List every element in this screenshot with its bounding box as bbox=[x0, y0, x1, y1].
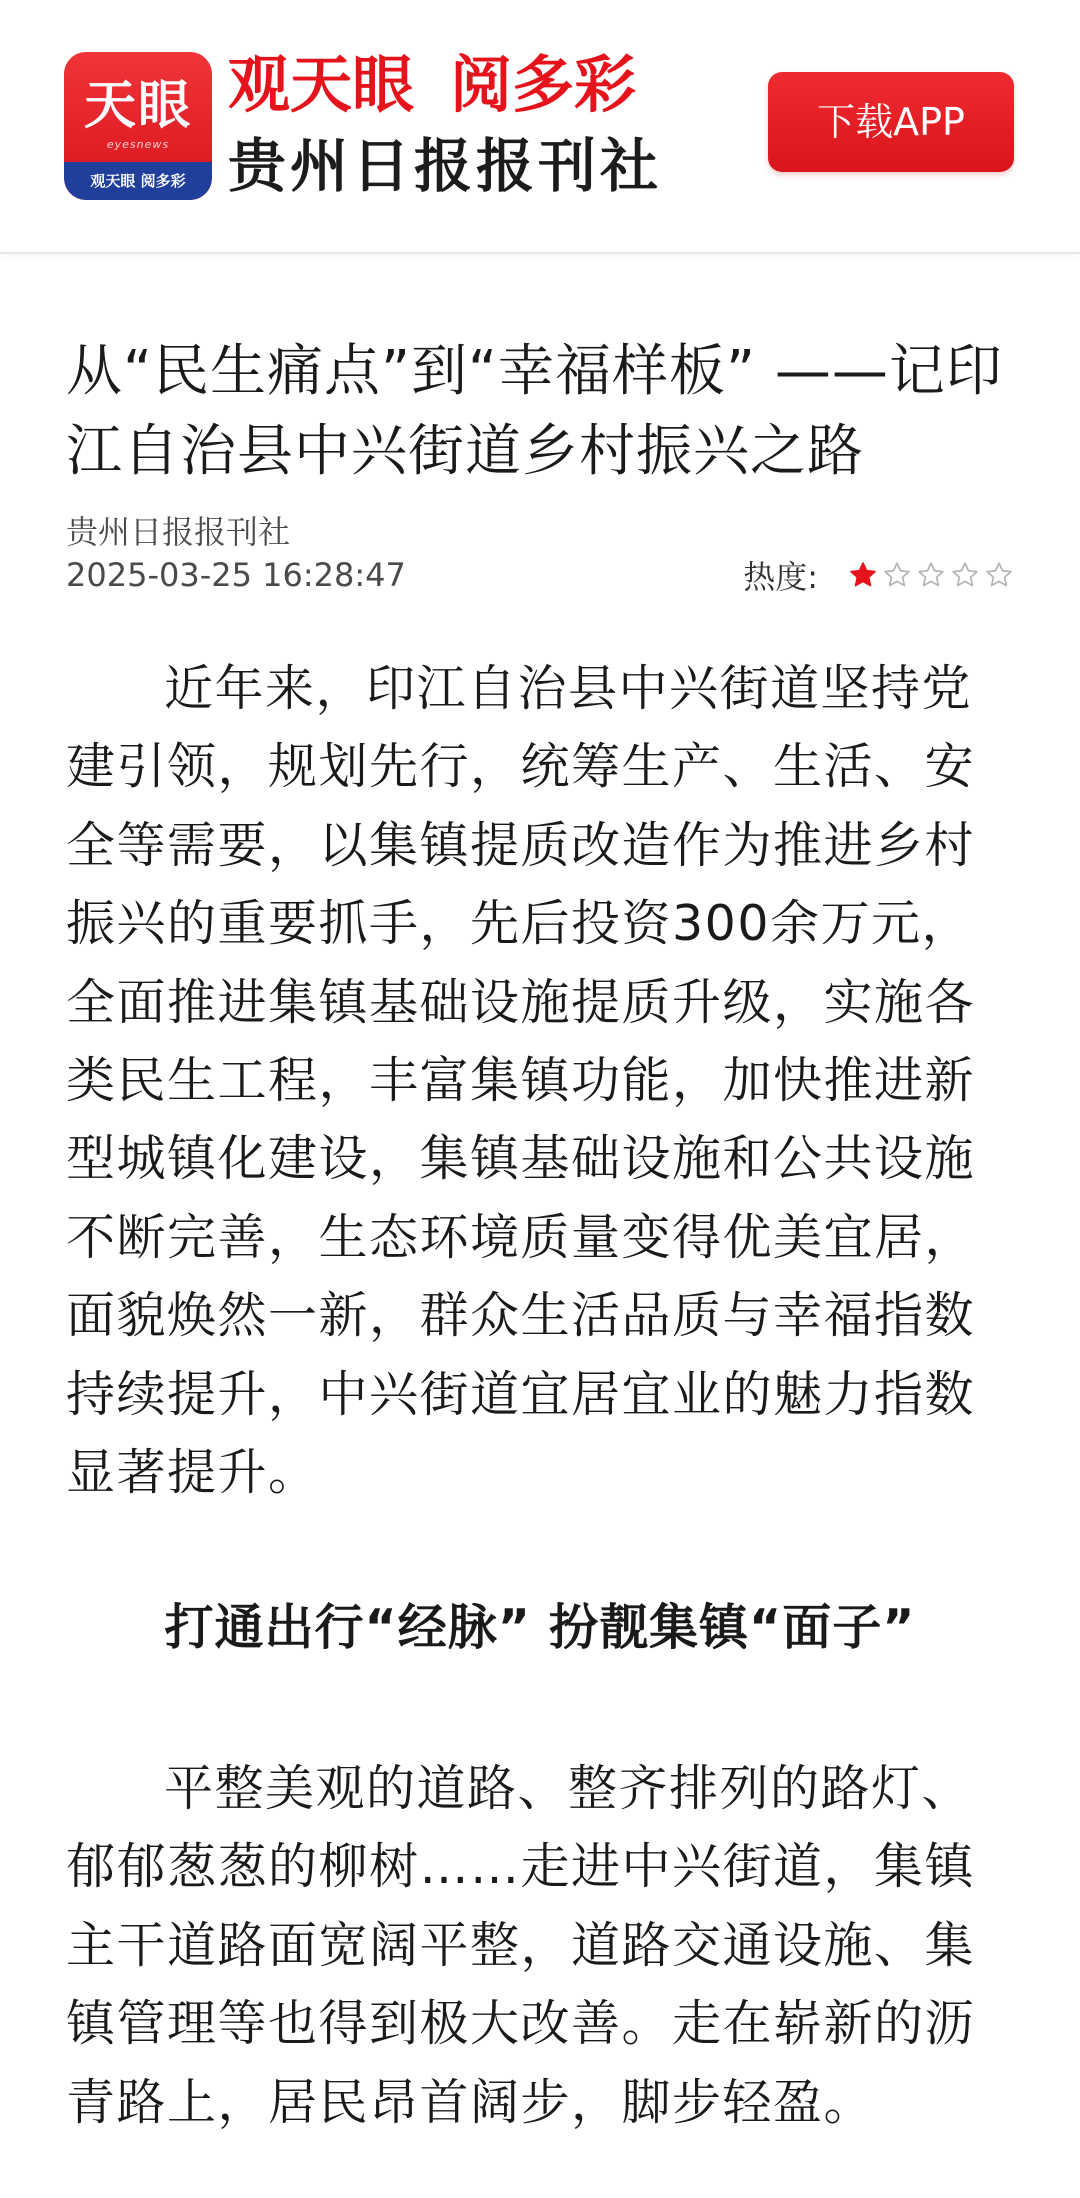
star-icon bbox=[848, 560, 878, 590]
logo-bar-text: 观天眼 阅多彩 bbox=[64, 162, 212, 200]
star-icon bbox=[984, 560, 1014, 590]
app-header bbox=[0, 0, 1080, 254]
article-paragraph: 近年来，印江自治县中兴街道坚持党建引领，规划先行，统筹生产、生活、安全等需要，以集镇提质改造作为推进乡村振兴的重要抓手，先后投资300余万元，全面推进集镇基础设施提质升级，实施各类民生工程，丰富集镇功能，加快推进新型城镇化建设，集镇基础设施和公共设施不断完善，生态环境质量变得优美宜居，面貌焕然一新，群众生活品质与幸福指数持续提升，中兴街道宜居宜业的魅力指数显著提升。 bbox=[66, 660, 976, 1502]
heat-rating bbox=[743, 548, 1014, 602]
heat-label: 热度: bbox=[743, 558, 818, 596]
star-icon bbox=[916, 560, 946, 590]
article-paragraph: 平整美观的道路、整齐排列的路灯、郁郁葱葱的柳树……走进中兴街道，集镇主干道路面宽阔平整，道路交通设施、集镇管理等也得到极大改善。走在崭新的沥青路上，居民昂首阔步，脚步轻盈。 bbox=[66, 1760, 976, 2131]
brand-slogan-part-1: 观天眼 bbox=[228, 48, 415, 121]
app-logo bbox=[64, 52, 212, 200]
brand-slogan-part-2: 阅多彩 bbox=[450, 48, 637, 121]
article-subheading: 打通出行“经脉” 扮靓集镇“面子” bbox=[164, 1599, 916, 1656]
logo-main-text: 天眼 bbox=[83, 75, 192, 136]
article-source: 贵州日报报刊社 bbox=[66, 513, 291, 551]
article-title: 从“民生痛点”到“幸福样板” ——记印江自治县中兴街道乡村振兴之路 bbox=[66, 339, 1003, 484]
logo-tag-text: eyesnews bbox=[106, 138, 170, 151]
brand-name: 贵州日报报刊社 bbox=[228, 132, 663, 200]
star-icon bbox=[950, 560, 980, 590]
download-app-button[interactable]: 下载APP bbox=[768, 72, 1014, 172]
article-date: 2025-03-25 16:28:47 bbox=[66, 556, 406, 594]
star-icon bbox=[882, 560, 912, 590]
brand-slogan bbox=[228, 48, 636, 122]
